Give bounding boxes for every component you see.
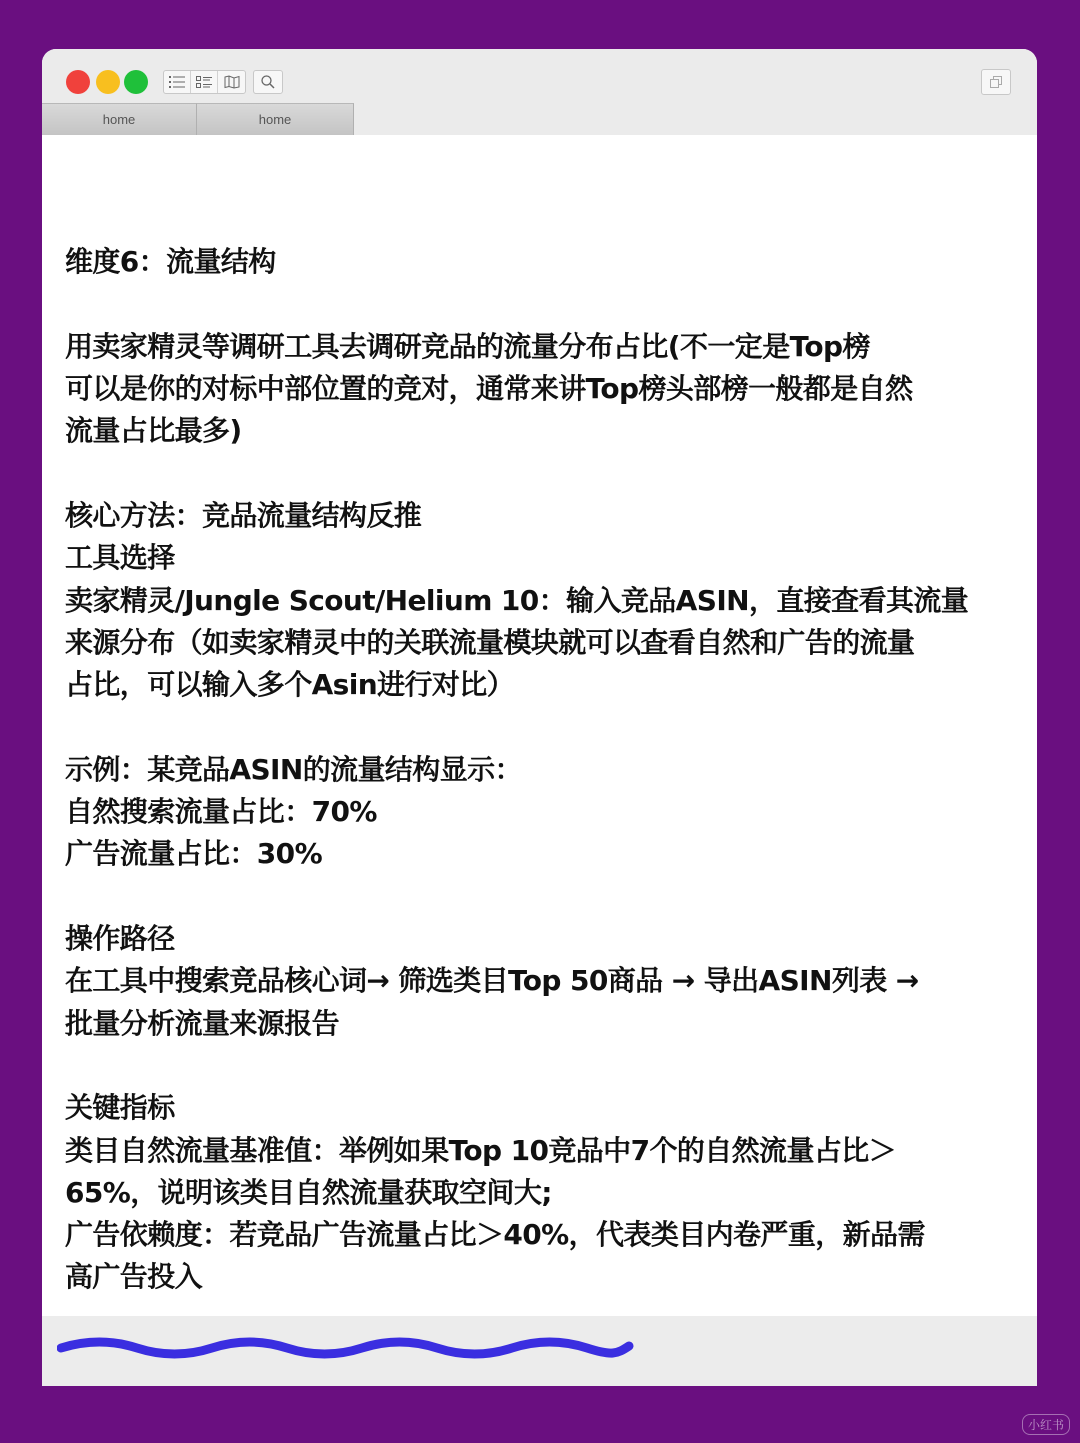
map-icon (223, 75, 241, 89)
text-line: 65%，说明该类目自然流量获取空间大; (65, 1175, 552, 1209)
text-line (65, 284, 1020, 326)
tab-home-1[interactable]: home (42, 103, 197, 135)
minimize-window-button[interactable] (96, 70, 120, 94)
text-line: 来源分布（如卖家精灵中的关联流量模块就可以查看自然和广告的流量 (65, 625, 915, 659)
watermark-logo: 小红书 (1022, 1414, 1070, 1435)
section-heading: 维度6：流量结构 (65, 245, 276, 279)
text-line: 示例：某竞品ASIN的流量结构显示： (65, 752, 522, 786)
text-line: 自然搜索流量占比：70% (65, 795, 377, 829)
list-view-button[interactable] (164, 71, 191, 93)
text-line: 在工具中搜索竞品核心词→ 筛选类目Top 50商品 → 导出ASIN列表 → (65, 964, 919, 998)
checklist-view-button[interactable] (191, 71, 218, 93)
search-button[interactable] (254, 71, 282, 93)
window-copy-icon (989, 75, 1003, 89)
window-action-button[interactable] (981, 69, 1011, 95)
text-line (65, 876, 1020, 918)
text-line (65, 1045, 1020, 1087)
text-line (65, 707, 1020, 749)
text-line: 广告流量占比：30% (65, 837, 323, 871)
tab-home-2[interactable]: home (197, 103, 354, 135)
list-icon (168, 75, 186, 89)
text-line: 批量分析流量来源报告 (65, 1006, 340, 1040)
text-line: 可以是你的对标中部位置的竞对，通常来讲Top榜头部榜一般都是自然 (65, 372, 913, 406)
browser-window (42, 49, 1037, 1386)
text-line: 用卖家精灵等调研工具去调研竞品的流量分布占比(不一定是Top榜 (65, 329, 870, 363)
text-line: 卖家精灵/Jungle Scout/Helium 10：输入竞品ASIN，直接查看其流量 (65, 583, 969, 617)
note-content (65, 199, 1020, 1299)
search-icon (260, 74, 276, 90)
text-line (65, 199, 1020, 241)
tab-bar (42, 103, 354, 135)
text-line: 高广告投入 (65, 1260, 203, 1294)
text-line: 占比，可以输入多个Asin进行对比） (65, 668, 515, 702)
maximize-window-button[interactable] (124, 70, 148, 94)
text-line: 工具选择 (65, 541, 175, 575)
title-bar (42, 49, 1037, 135)
text-line: 核心方法：竞品流量结构反推 (65, 499, 422, 533)
checklist-icon (195, 75, 213, 89)
wavy-line-decoration (57, 1328, 637, 1368)
search-toolbar (253, 70, 283, 94)
close-window-button[interactable] (66, 70, 90, 94)
text-line: 广告依赖度：若竞品广告流量占比＞40%，代表类目内卷严重，新品需 (65, 1218, 925, 1252)
map-view-button[interactable] (218, 71, 245, 93)
footer-bar (42, 1316, 1037, 1386)
text-line: 流量占比最多) (65, 414, 242, 448)
text-line: 类目自然流量基准值：举例如果Top 10竞品中7个的自然流量占比＞ (65, 1133, 897, 1167)
text-line: 关键指标 (65, 1091, 175, 1125)
text-line: 操作路径 (65, 922, 175, 956)
view-toolbar (163, 70, 246, 94)
text-line (65, 453, 1020, 495)
